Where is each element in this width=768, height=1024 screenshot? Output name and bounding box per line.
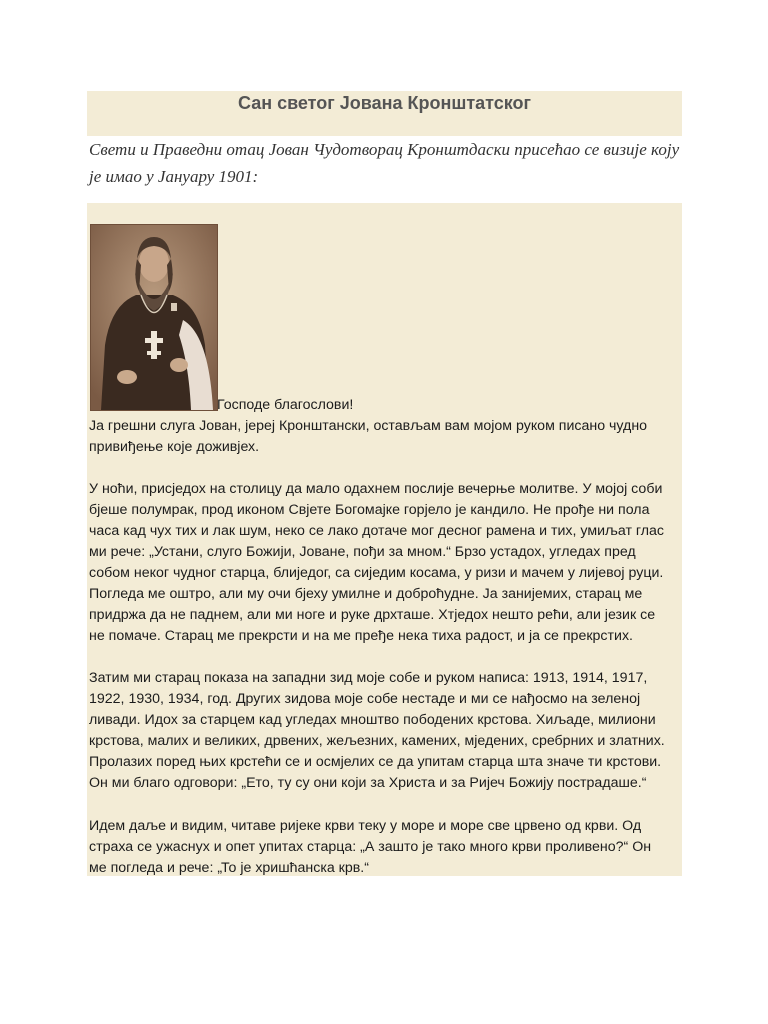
paragraph-line: ме погледа и рече: „То је хришћанска крв.“ — [89, 860, 369, 876]
intro-line: је имао у Јануару 1901: — [89, 167, 259, 186]
paragraph-line: Он ми благо одговори: „Ето, ту су они који за Христа и за Ријеч Божију пострадаше.“ — [89, 775, 647, 791]
paragraph-3 — [89, 668, 689, 794]
paragraph-line: собом неког чудног старца, блиједог, са сиједим косама, у ризи и мачем у лијевој руци. — [89, 565, 664, 581]
paragraph-line: страха се ужаснух и опет упитах старца: „А зашто је тако много крви проливено?“ Он — [89, 839, 652, 855]
paragraph-line: крстова, малих и великих, дрвених, жељезних, камених, мједених, сребрних и златних. — [89, 733, 665, 749]
paragraph-line: 1922, 1930, 1934, год. Других зидова моје собе нестаде и ми се нађосмо на зеленој — [89, 691, 641, 707]
paragraph-line: не помаче. Старац ме прекрсти и на ме пређе нека тиха радост, и ја се прекрстих. — [89, 628, 633, 644]
paragraph-line: привиђење које доживјех. — [89, 439, 260, 455]
paragraph-line: Погледа ме оштро, али му очи бјеху умилне и доброћудне. Ја занијемих, старац ме — [89, 586, 643, 602]
paragraph-line: Пролазих поред њих крстећи се и осмјелих се да упитам старца шта значе ти крстови. — [89, 754, 662, 770]
paragraph-line: часа кад чух тих и лак шум, неко се лако дотаче мог десног рамена и тих, умиљат глас — [89, 523, 665, 539]
intro-line: Свети и Праведни отац Јован Чудотворац Кронштдаски присећао се визије коју — [89, 140, 680, 159]
paragraph-4 — [89, 816, 689, 879]
paragraph-line: Идем даље и видим, читаве ријеке крви теку у море и море све црвено од крви. Од — [89, 818, 642, 834]
paragraph-line: ми рече: „Устани, слуго Божији, Јоване, пођи за мном.“ Брзо устадох, угледах пред — [89, 544, 636, 560]
paragraph-2 — [89, 479, 689, 647]
paragraph-line: Затим ми старац показа на западни зид моје собе и руком написа: 1913, 1914, 1917, — [89, 670, 648, 686]
intro-text — [89, 136, 689, 190]
saint-portrait-image — [90, 224, 218, 411]
paragraph-line: придржа да не паднем, али ми ноге и руке дрхташе. Хтједох нешто рећи, али језик се — [89, 607, 656, 623]
paragraph-line: У ноћи, присједох на столицу да мало одахнем послије вечерње молитве. У мојој соби — [89, 481, 663, 497]
paragraph-1 — [89, 416, 689, 458]
greeting-text: Господе благослови! — [217, 397, 354, 413]
paragraph-line: ливади. Идох за старцем кад угледах мноштво пободених крстова. Хиљаде, милиони — [89, 712, 656, 728]
title-band — [87, 91, 682, 136]
paragraph-line: бјеше полумрак, прод иконом Свјете Богомајке горјело је кандило. Не прође ни пола — [89, 502, 650, 518]
document-title: Сан светог Јована Кронштатског — [237, 93, 532, 113]
paragraph-line: Ја грешни слуга Јован, јереј Кронштански, остављам вам мојом руком писано чудно — [89, 418, 648, 434]
